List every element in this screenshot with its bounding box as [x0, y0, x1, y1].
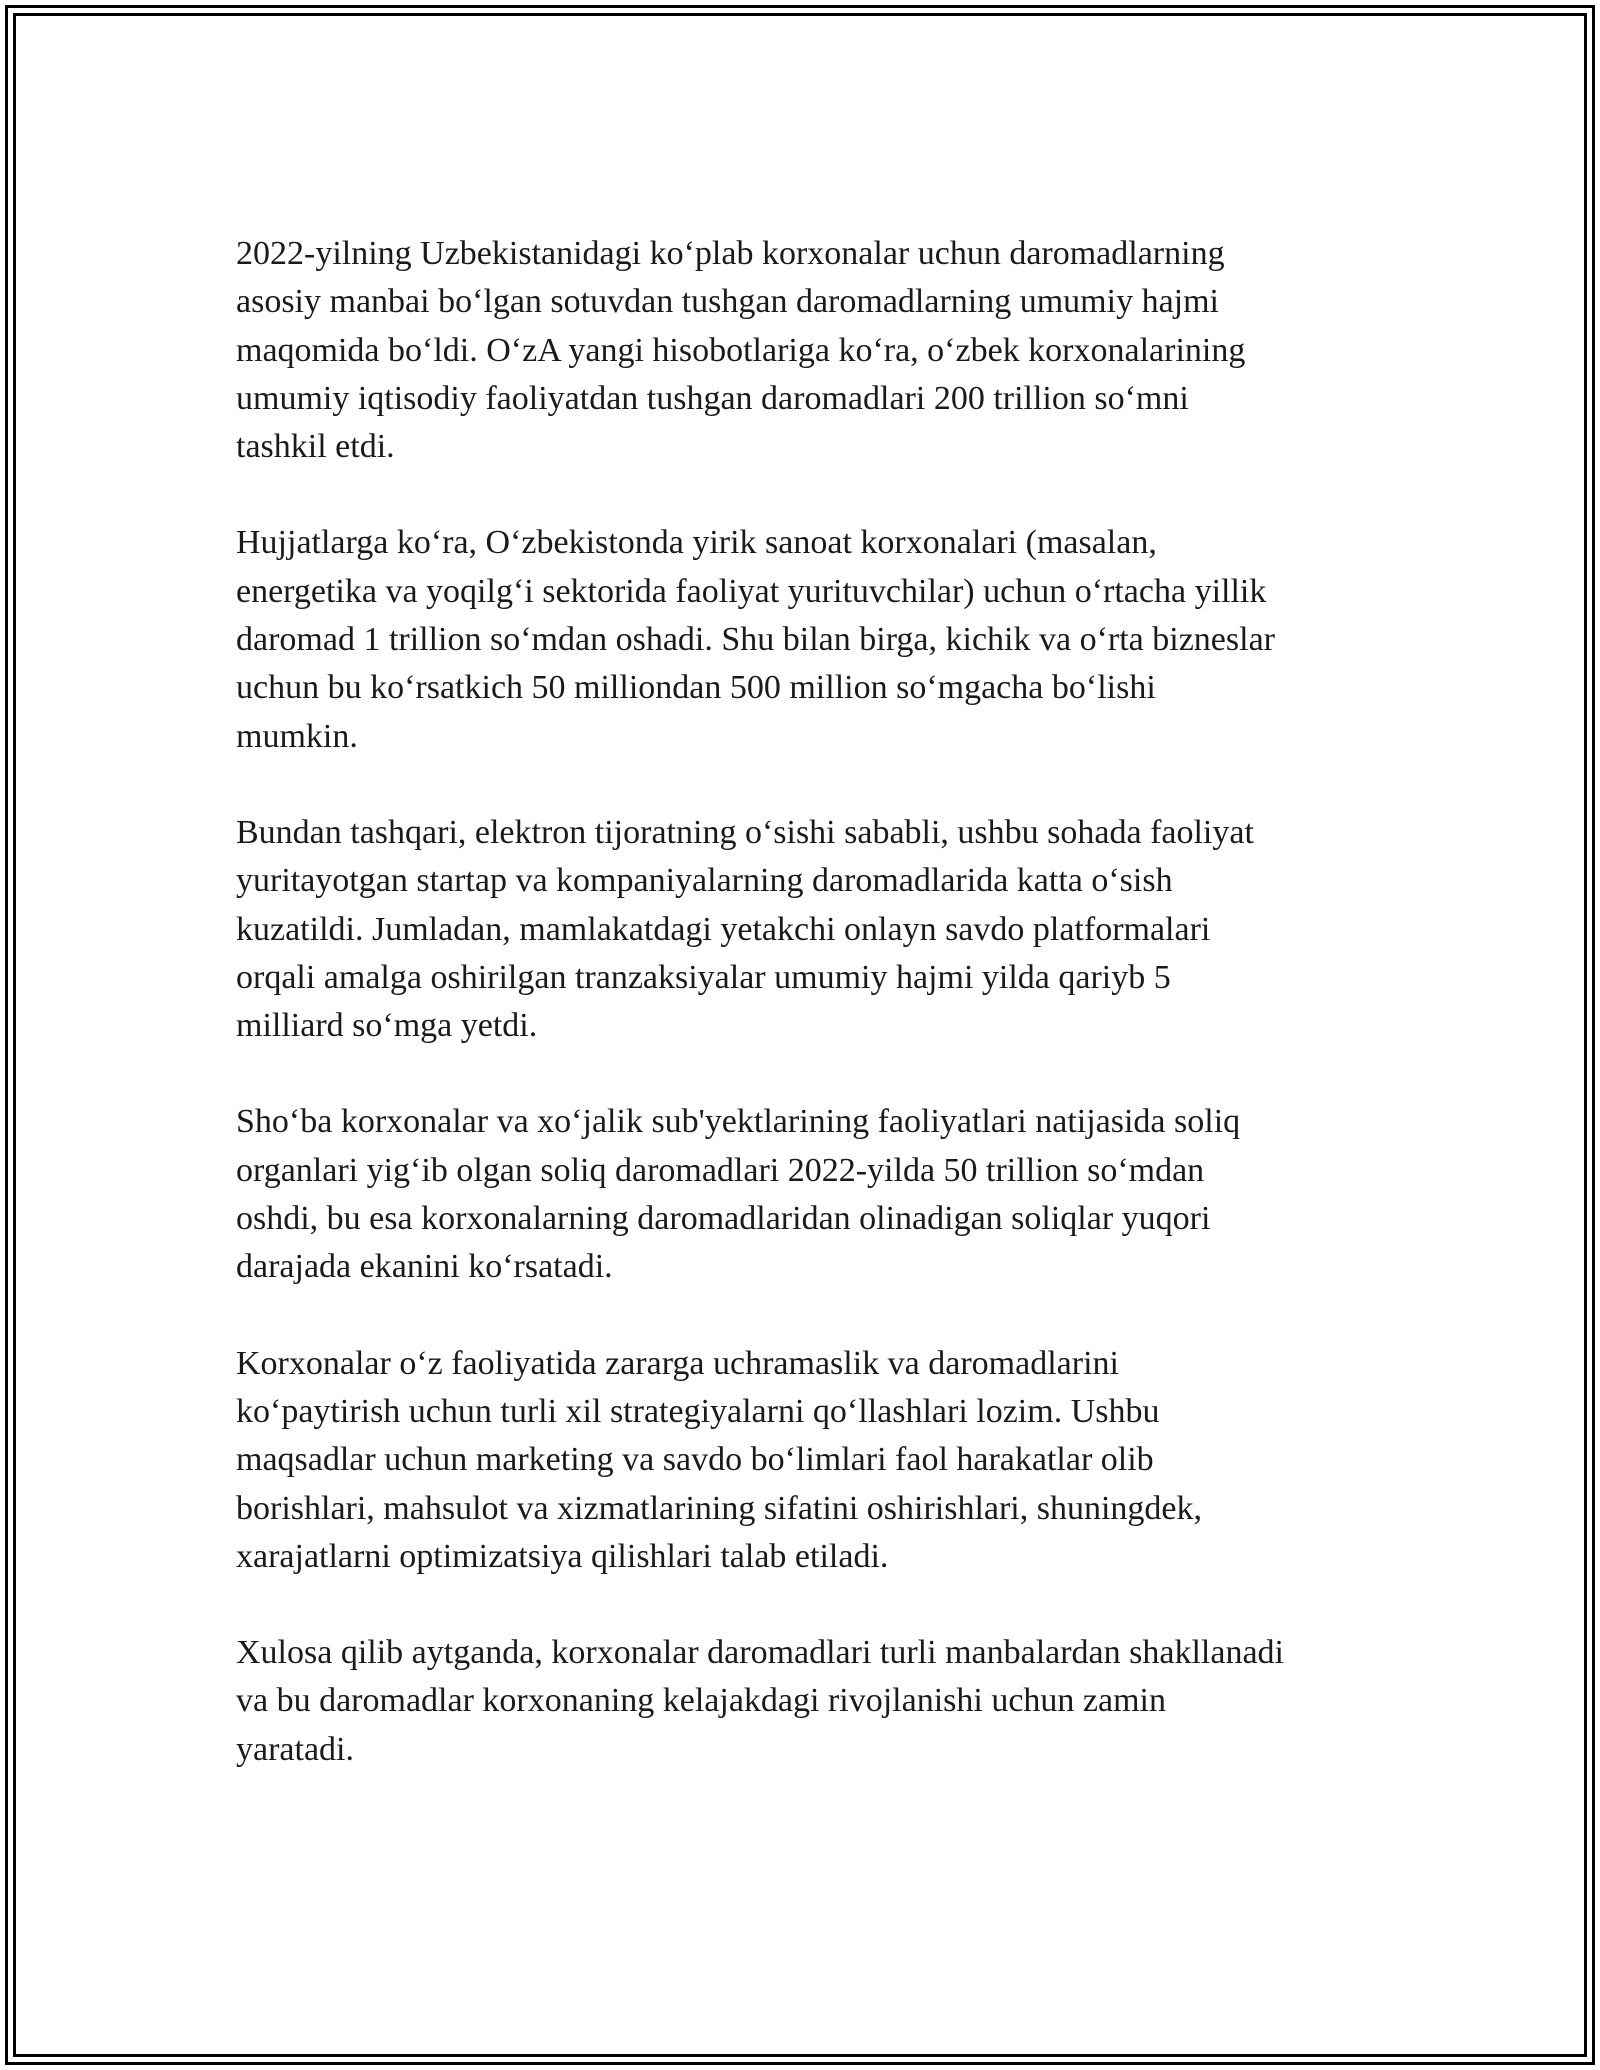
paragraph-strategies: Korxonalar o‘z faoliyatida zararga uchramaslik va daromadlarini ko‘paytirish uchun turli xil strategiyalarni qo‘llashlari lozim. Ushbu maqsadlar uchun marketing va savdo bo‘limlari faol harakatlar olib borishlari, mahsulot va xizmatlarining sifatini oshirishlari, shuningdek, xarajatlarni optimizatsiya qilishlari talab etiladi.	[236, 1344, 1203, 1575]
paragraph-industrial-revenue: Hujjatlarga ko‘ra, O‘zbekistonda yirik sanoat korxonalari (masalan, energetika va yoqilg‘i sektorida faoliyat yurituvchilar) uchun o‘rtacha yillik daromad 1 trillion so‘mdan oshadi. Shu bilan birga, kichik va o‘rta bizneslar uchun bu ko‘rsatkich 50 milliondan 500 million so‘mgacha bo‘lishi mumkin.	[236, 524, 1275, 755]
paragraph-conclusion: Xulosa qilib aytganda, korxonalar daromadlari turli manbalardan shakllanadi va bu daromadlar korxonaning kelajakdagi rivojlanishi uchun zamin yaratadi.	[236, 1634, 1284, 1768]
paragraph-ecommerce-growth: Bundan tashqari, elektron tijoratning o‘sishi sababli, ushbu sohada faoliyat yuritayotgan startap va kompaniyalarning daromadlarida katta o‘sish kuzatildi. Jumladan, mamlakatdagi yetakchi onlayn savdo platformalari orqali amalga oshirilgan tranzaksiyalar umumiy hajmi yilda qariyb 5 milliard so‘mga yetdi.	[236, 813, 1254, 1045]
document-body	[236, 230, 1386, 1822]
paragraph-tax-revenue: Sho‘ba korxonalar va xo‘jalik sub'yektlarining faoliyatlari natijasida soliq organlari yig‘ib olgan soliq daromadlari 2022-yilda 50 trillion so‘mdan oshdi, bu esa korxonalarning daromadlaridan olinadigan soliqlar yuqori darajada ekanini ko‘rsatadi.	[236, 1103, 1241, 1286]
paragraph-revenue-overview: 2022-yilning Uzbekistanidagi ko‘plab korxonalar uchun daromadlarning asosiy manbai bo‘lgan sotuvdan tushgan daromadlarning umumiy hajmi maqomida bo‘ldi. O‘zA yangi hisobotlariga ko‘ra, o‘zbek korxonalarining umumiy iqtisodiy faoliyatdan tushgan daromadlari 200 trillion so‘mni tashkil etdi.	[236, 235, 1246, 466]
